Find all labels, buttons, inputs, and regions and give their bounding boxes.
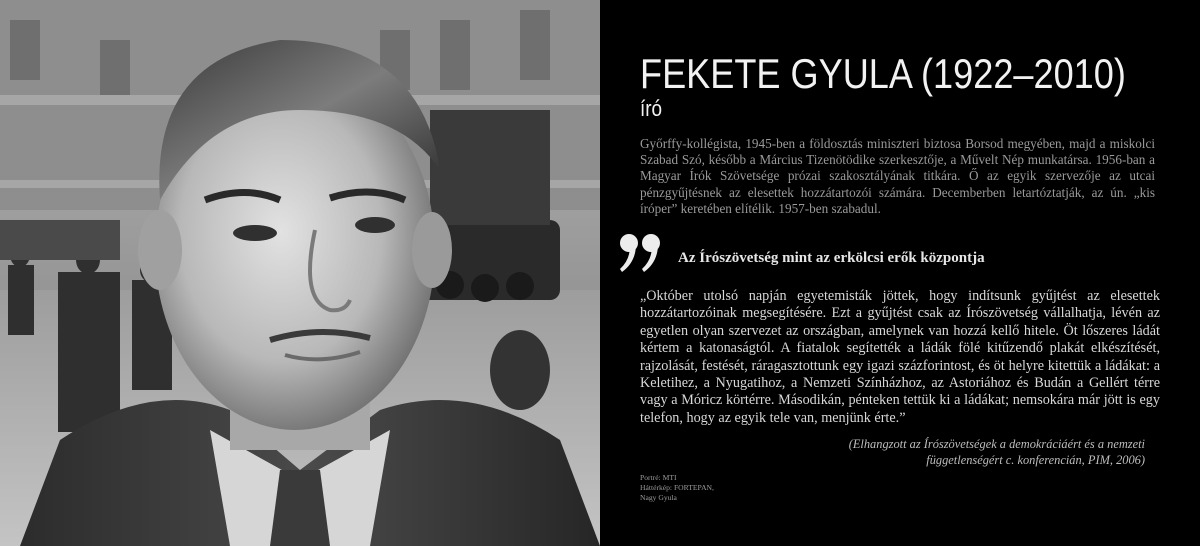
- quote-body: „Október utolsó napján egyetemisták jöttek, hogy indítsunk gyűjtést az elesettek hozzátartozóinak megsegítésére. Ezt a gyűjtést csak az Írószövetség vállalhatja, lévén az egyetlen olyan szervezet az országban, amelynek van hozzá kellő hitele. Öt lőszeres ládát kértem a katonaságtól. A fiatalok segítették a ládák fölé kitűzendő plakát elkészítését, rajzolását, festését, ráragasztottunk egy igazi százforintost, és öt helyre kitettük a ládákat: a Keletihez, a Nyugatihoz, a Nemzeti Színházhoz, az Astoriához és Budán a Gellért térre vagy a Móricz körtérre. Másodikán, pénteken tettük ki a ládákat; nemsokára már jött is egy telefon, hogy az egyik tele van, menjünk érte.”: [640, 288, 1160, 426]
- quotation-mark-icon: [618, 232, 664, 278]
- person-role-subtitle: író: [640, 96, 663, 121]
- quote-heading: Az Írószövetség mint az erkölcsi erők központja: [678, 250, 985, 266]
- background-credit: Háttérkép: FORTEPAN,: [640, 483, 714, 492]
- biography-paragraph: Győrffy-kollégista, 1945-ben a földosztás miniszteri biztosa Borsod megyében, majd a miskolci Szabad Szó, később a Március Tizenötödike szerkesztője, a Művelt Nép munkatársa. 1956-ban a Magyar Írók Szövetsége prózai szakosztályának titkára. Ő az egyik szervezője az utcai pénzgyűjtésnek az elesettek hozzátartozói számára. Decemberben letartóztatják, az ún. „kis íróper” keretében elítélik. 1957-ben szabadul.: [640, 136, 1155, 216]
- person-name-title: FEKETE GYULA (1922–2010): [640, 50, 1126, 97]
- portrait-credit: Portré: MTI: [640, 473, 677, 482]
- image-credits: [640, 473, 714, 503]
- quote-source: (Elhangzott az Írószövetségek a demokráciáért és a nemzeti függetlenségért c. konferencián, PIM, 2006): [848, 437, 1145, 467]
- text-panel: [600, 0, 1200, 546]
- background-credit-author: Nagy Gyula: [640, 493, 677, 502]
